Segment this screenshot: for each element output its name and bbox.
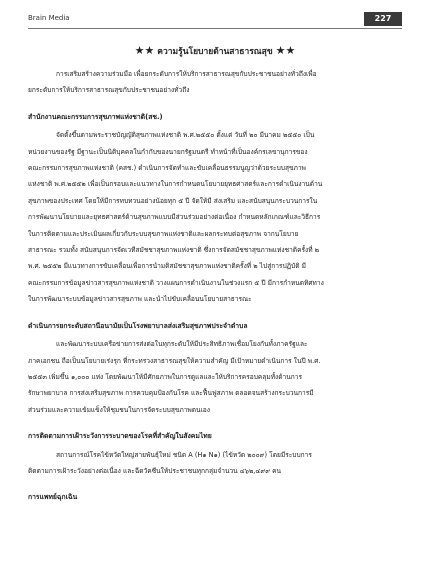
paragraph-line: พ.ศ. ๒๕๕๒ มีแนวทางการขับเคลื่อนเพื่อการนำมติสมัชชาสุขภาพแห่งชาติครั้งที่ ๒ ไปสู่การปฏิบัติ มี [28,262,306,271]
intro-line-1: การเสริมสร้างความร่วมมือ เพื่อยกระดับการให้บริการสาธารณสุขกับประชาชนอย่างทั่วถึงเพื่อ [56,70,317,78]
star-icon: ★★ [275,44,296,57]
paragraph-line: ภาคเอกชน ถือเป็นนโยบายเร่งรุก ที่กระทรวงสาธารณสุขให้ความสำคัญ มีเป้าหมายดำเนินการ ในปี พ.ศ. [28,356,321,365]
page-title-text: ความรู้นโยบายด้านสาธารณสุข [157,47,273,57]
paragraph-line: ส่วนร่วมและความเข้มแข็งให้ชุมชนในการจัดระบบสุขภาพตนเอง [28,405,210,414]
page-title [28,44,402,58]
header-divider [28,28,402,29]
star-icon: ★★ [134,44,155,57]
paragraph-line: คณะกรรมการข้อมูลข่าวสารสุขภาพแห่งชาติ วางแผนการดำเนินงานในช่วงแรก ๕ ปี มีการกำหนดทิศทาง [28,278,324,287]
brand-name: Brain Media [28,14,70,22]
paragraph-line: สถานการณ์โรคไข้หวัดใหญ่สายพันธุ์ใหม่ ชนิด A (H๑ N๑) (ไข้หวัด ๒๐๐๙) โดยมีระบบการ [56,450,312,459]
paragraph-line: จัดตั้งขึ้นตามพระราชบัญญัติสุขภาพแห่งชาติ พ.ศ.๒๕๕๐ ตั้งแต่ วันที่ ๒๐ มีนาคม ๒๕๕๐ เป็น [56,131,315,140]
paragraph-line: คณะกรรมการสุขภาพแห่งชาติ (คสช.) ดำเนินการจัดทำและขับเคลื่อนธรรมนูญว่าด้วยระบบสุขภาพ [28,164,306,173]
section-heading-nhco: สำนักงานคณะกรรมการสุขภาพแห่งชาติ(สช.) [28,112,163,121]
paragraph-line: ติดตามการเฝ้าระวังอย่างต่อเนื่อง และฉีดวัคซีนให้ประชาชนทุกกลุ่มจำนวน ๔๖๒,๔๙๙ คน [28,466,282,475]
paragraph-line: การพัฒนานโยบายและยุทธศาสตร์ด้านสุขภาพแบบมีส่วนร่วมอย่างต่อเนื่อง กำหนดหลักเกณฑ์และวิธีการ [28,213,321,222]
paragraph-line: ๒๕๕๓ เพิ่มขึ้น ๑,๐๐๐ แห่ง โดยพัฒนาให้มีศักยภาพในการดูแลและให้บริการครอบคลุมทั้งด้านการ [28,372,302,381]
paragraph-line: หน่วยงานของรัฐ มีฐานะเป็นนิติบุคคลในกำกับของนายกรัฐมนตรี ทำหน้าที่เป็นองค์กรเลขานุการของ [28,147,308,156]
section-heading-health-promotion-hospital: ดำเนินการยกระดับสถานีอนามัยเป็นโรงพยาบาลส่งเสริมสุขภาพประจำตำบล [28,321,248,330]
section-heading-emergency-medicine: การแพทย์ฉุกเฉิน [28,493,78,502]
page-header [28,12,402,28]
section-heading-disease-surveillance: การติดตามการเฝ้าระวังการระบาดของโรคที่สำคัญในสังคมไทย [28,432,212,441]
document-body [28,66,402,508]
intro-line-2: ยกระดับการให้บริการสาธารณสุขกับประชาชนอย่างทั่วถึง [28,86,190,95]
paragraph-line: สาธารณะ รวมทั้ง สนับสนุนการจัดเวทีสมัชชาสุขภาพแห่งชาติ ซึ่งการจัดสมัชชาสุขภาพแห่งชาติครั้งที่ ๒ [28,246,320,255]
paragraph-line: ในการติดตามและประเมินผลเกี่ยวกับระบบสุขภาพแห่งชาติและผลกระทบต่อสุขภาพ จากนโยบาย [28,229,299,238]
page-number-badge: 227 [364,12,402,26]
paragraph-line: และพัฒนาระบบเครือข่ายการส่งต่อในทุกระดับให้มีประสิทธิภาพเชื่อมโยงกันทั้งภาครัฐและ [56,340,308,349]
paragraph-line: แห่งชาติ พ.ศ.๒๕๕๒ เพื่อเป็นกรอบและแนวทางในการกำหนดนโยบายยุทธศาสตร์และการดำเนินงานด้าน [28,180,323,189]
paragraph-line: ในการพัฒนาระบบข้อมูลข่าวสารสุขภาพ และนำไปขับเคลื่อนนโยบายสาธารณะ [28,295,252,304]
paragraph-line: รักษาพยาบาล การส่งเสริมสุขภาพ การควบคุมป้องกันโรค และฟื้นฟูสภาพ ตลอดจนสร้างกระบวนการมี [28,389,314,398]
paragraph-line: สุขภาพของประเทศ โดยให้มีการทบทวนอย่างน้อยทุก ๕ ปี จัดให้มี ส่งเสริม และสนับสนุนกระบวนการใน [28,196,318,205]
